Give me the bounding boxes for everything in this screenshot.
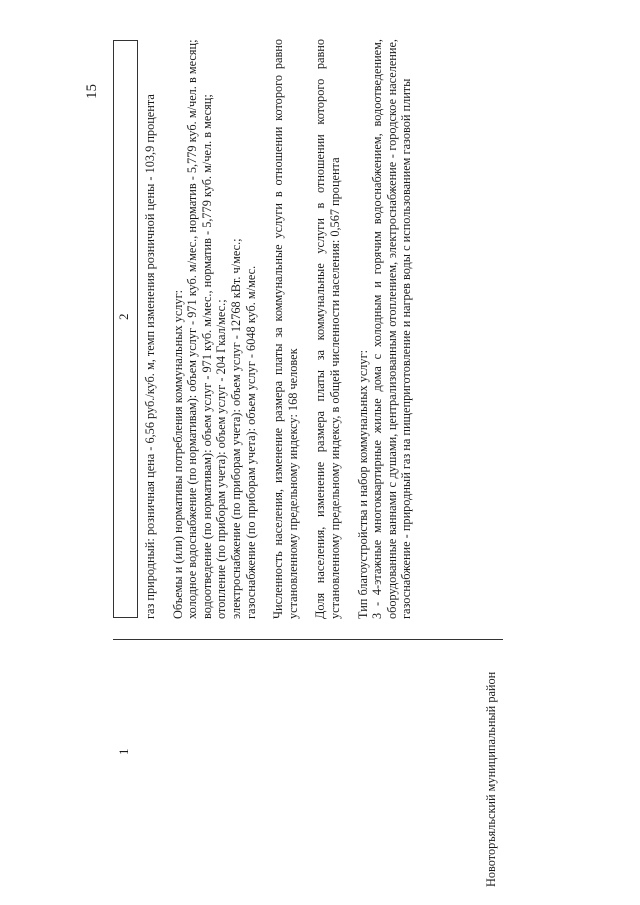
page-number: 15 (84, 84, 100, 99)
consumption-heading: Объемы и (или) нормативы потребления коммунальных услуг: (170, 289, 185, 619)
table-top-border (113, 40, 114, 618)
column-2-content (143, 39, 427, 619)
electricity-line: электроснабжение (по приборам учета): объем услуг - 12768 кВт. ч/мес.; (228, 238, 243, 619)
table-right-border (113, 40, 138, 41)
municipality-name: Новоторъяльский муниципальный район (484, 671, 498, 887)
column-header-2: 2 (116, 313, 131, 320)
table-column-separator (113, 639, 503, 640)
consumption-volumes-paragraph (171, 39, 259, 619)
amenities-heading: Тип благоустройства и набор коммунальных услуг: (355, 349, 370, 619)
cold-water-line: холодное водоснабжение (по нормативам): объем услуг - 971 куб. м/мес., норматив - 5,779 куб. м/чел. в месяц; (185, 39, 200, 619)
table-left-border (113, 617, 138, 618)
amenities-description: 3 - 4-этажные многоквартирные жилые дома с холодным и горячим водоснабжением, водоотведением, оборудованные ваннами с душами, централизованным отоплением, электроснабжение - городское население, газоснабжение - природный газ на пищеприготовление и нагрев воды с использованием газовой плиты (370, 39, 414, 619)
heating-line: отопление (по приборам учета): объем услуг - 204 Гкал/мес.; (214, 299, 229, 619)
column-header-1: 1 (116, 748, 131, 755)
wastewater-line: водоотведение (по нормативам): объем услуг - 971 куб. м/мес., норматив - 5,779 куб. м/чел. в месяц; (199, 94, 214, 619)
gas-supply-line: газоснабжение (по приборам учета): объем услуг - 6048 куб. м/мес. (243, 265, 258, 619)
population-share-paragraph: Доля населения, изменение размера платы за коммунальные услуги в отношении которого равно установленному предельному индексу, в общей численности населения: 0,567 процента (313, 39, 342, 619)
table-header-border (137, 40, 138, 618)
gas-price-paragraph: газ природный: розничная цена - 6,56 руб./куб. м, темп изменения розничной цены - 103,9 процента (143, 94, 157, 619)
population-count-paragraph: Численность населения, изменение размера платы за коммунальные услуги в отношении которого равно установленному предельному индексу: 168 человек (271, 39, 300, 619)
